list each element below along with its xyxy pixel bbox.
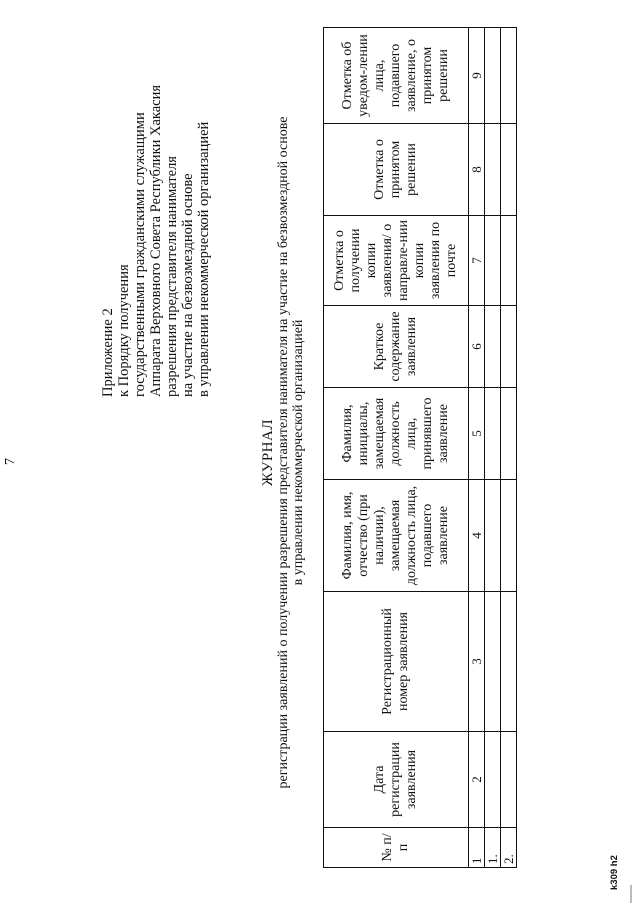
- column-number-cell: 4: [469, 480, 485, 592]
- journal-table: [323, 27, 517, 868]
- header-cell-decision-mark: Отметка о принятом решении: [324, 124, 469, 216]
- table-cell: 1.: [485, 828, 501, 868]
- document-code: k309 h2: [609, 855, 620, 890]
- table-cell: [501, 124, 517, 216]
- appendix-line: в управлении некоммерческой организацией: [196, 121, 212, 397]
- column-number-cell: 1: [469, 828, 485, 868]
- appendix-line: на участие на безвозмездной основе: [180, 173, 196, 397]
- table-cell: [501, 480, 517, 592]
- table-cell: [485, 216, 501, 306]
- header-row: [324, 28, 469, 868]
- appendix-block: [100, 85, 212, 397]
- table-cell: [485, 306, 501, 388]
- header-cell-copy-mark: Отметка о получении копии заявления/ о направле-нии копии заявления по почте: [324, 216, 469, 306]
- column-number-cell: 7: [469, 216, 485, 306]
- appendix-line: Аппарата Верховного Совета Республики Хакасия: [148, 84, 164, 397]
- column-number-cell: 6: [469, 306, 485, 388]
- table-cell: [485, 28, 501, 124]
- table-cell: [501, 388, 517, 480]
- column-number-cell: 5: [469, 388, 485, 480]
- appendix-line: разрешения представителя нанимателя: [164, 156, 180, 397]
- table-cell: [501, 732, 517, 828]
- header-cell-number: № п/п: [324, 828, 469, 868]
- page-number: 7: [3, 458, 18, 465]
- header-cell-reg-number: Регистрационный номер заявления: [324, 592, 469, 732]
- header-cell-applicant: Фамилия, имя, отчество (при наличии), замещаемая должность лица, подавшего заявление: [324, 480, 469, 592]
- journal-subtitle-line: в управлении некоммерческой организацией: [291, 319, 306, 586]
- header-cell-date: Дата регистрации заявления: [324, 732, 469, 828]
- table-cell: [485, 592, 501, 732]
- table-cell: [485, 480, 501, 592]
- table-cell: [485, 124, 501, 216]
- appendix-line: к Порядку получения: [116, 264, 132, 397]
- appendix-line: Приложение 2: [100, 308, 116, 397]
- column-number-cell: 2: [469, 732, 485, 828]
- column-number-cell: 8: [469, 124, 485, 216]
- footer-mark: [630, 885, 632, 903]
- header-cell-receiver: Фамилия, инициалы, замещаемая должность лица, принявшего заявление: [324, 388, 469, 480]
- table-row: [485, 28, 501, 868]
- column-number-cell: 3: [469, 592, 485, 732]
- table-cell: 2.: [501, 828, 517, 868]
- journal-subtitle-line: регистрации заявлений о получении разрешения представителя нанимателя на участие на безвозмездной основе: [276, 116, 291, 789]
- table-cell: [501, 28, 517, 124]
- table-cell: [485, 388, 501, 480]
- column-number-row: [469, 28, 485, 868]
- column-number-cell: 9: [469, 28, 485, 124]
- header-cell-summary: Краткое содержание заявления: [324, 306, 469, 388]
- journal-subtitle: [276, 0, 306, 905]
- appendix-line: государственными гражданскими служащими: [132, 112, 148, 397]
- header-cell-notification-mark: Отметка об уведом-лении лица, подавшего заявление, о принятом решении: [324, 28, 469, 124]
- table-cell: [501, 592, 517, 732]
- journal-title: ЖУРНАЛ: [260, 418, 276, 487]
- table-cell: [485, 732, 501, 828]
- table-cell: [501, 306, 517, 388]
- table-cell: [501, 216, 517, 306]
- table-row: [501, 28, 517, 868]
